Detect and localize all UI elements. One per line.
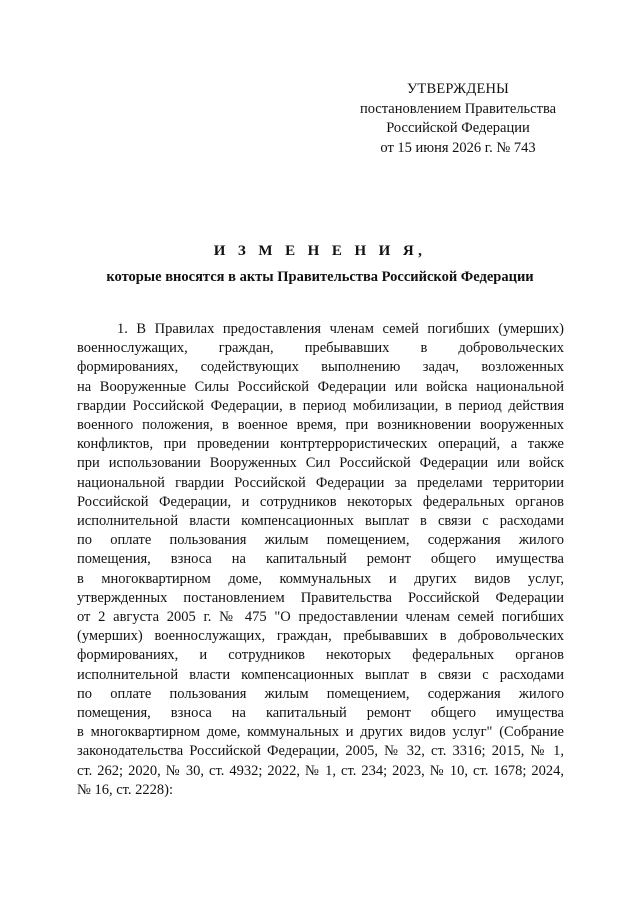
body-line: военнослужащих, граждан, пребывавших в добровольческих <box>77 340 564 357</box>
body-line: исполнительной власти компенсационных выплат в связи с расходами <box>77 513 564 530</box>
approval-stamp-block <box>340 80 576 158</box>
body-line: на Вооруженные Силы Российской Федерации или войска национальной <box>77 378 564 395</box>
body-line: помещения, взноса на капитальный ремонт общего имущества <box>77 551 564 568</box>
body-line: военного положения, в военное время, при возникновении вооруженных <box>77 417 564 434</box>
approval-line-1: постановлением Правительства <box>359 100 557 117</box>
body-line: в многоквартирном доме, коммунальных и других видов услуг" (Собрание <box>77 724 564 741</box>
body-line: помещения, взноса на капитальный ремонт общего имущества <box>77 705 564 722</box>
approval-line-3: от 15 июня 2026 г. № 743 <box>380 139 536 156</box>
body-line: по оплате пользования жилым помещением, содержания жилого <box>77 685 564 702</box>
document-body <box>77 320 564 800</box>
body-line: формированиях, и сотрудников некоторых федеральных органов <box>77 647 564 664</box>
body-line: (умерших) военнослужащих, граждан, пребывавших в добровольческих <box>77 628 564 645</box>
body-line: в многоквартирном доме, коммунальных и других видов услуг, <box>77 570 564 587</box>
body-line: законодательства Российской Федерации, 2005, № 32, ст. 3316; 2015, № 1, <box>77 743 564 760</box>
body-line: при использовании Вооруженных Сил Российской Федерации или войск <box>77 455 564 472</box>
body-line: Российской Федерации, и сотрудников некоторых федеральных органов <box>77 493 564 510</box>
body-line: исполнительной власти компенсационных выплат в связи с расходами <box>77 666 564 683</box>
document-subtitle: которые вносятся в акты Правительства Российской Федерации <box>106 269 534 285</box>
document-title: И З М Е Н Е Н И Я, <box>213 243 427 259</box>
body-line: национальной гвардии Российской Федерации за пределами территории <box>77 474 564 491</box>
body-line: формированиях, содействующих выполнению задач, возложенных <box>77 359 564 376</box>
approval-line-2: Российской Федерации <box>386 120 530 136</box>
body-line: от 2 августа 2005 г. № 475 "О предоставлении членам семей погибших <box>77 609 564 626</box>
body-line: № 16, ст. 2228): <box>77 781 173 798</box>
body-line: 1. В Правилах предоставления членам семей погибших (умерших) <box>117 321 564 337</box>
body-line: гвардии Российской Федерации, в период мобилизации, в период действия <box>77 397 564 414</box>
body-line: утвержденных постановлением Правительства Российской Федерации <box>77 589 564 606</box>
approved-heading: УТВЕРЖДЕНЫ <box>406 81 510 97</box>
document-heading <box>80 241 560 287</box>
body-line: по оплате пользования жилым помещением, содержания жилого <box>77 532 564 549</box>
body-line: конфликтов, при проведении контртеррористических операций, а также <box>77 436 564 453</box>
body-line: ст. 262; 2020, № 30, ст. 4932; 2022, № 1, ст. 234; 2023, № 10, ст. 1678; 2024, <box>77 762 564 779</box>
